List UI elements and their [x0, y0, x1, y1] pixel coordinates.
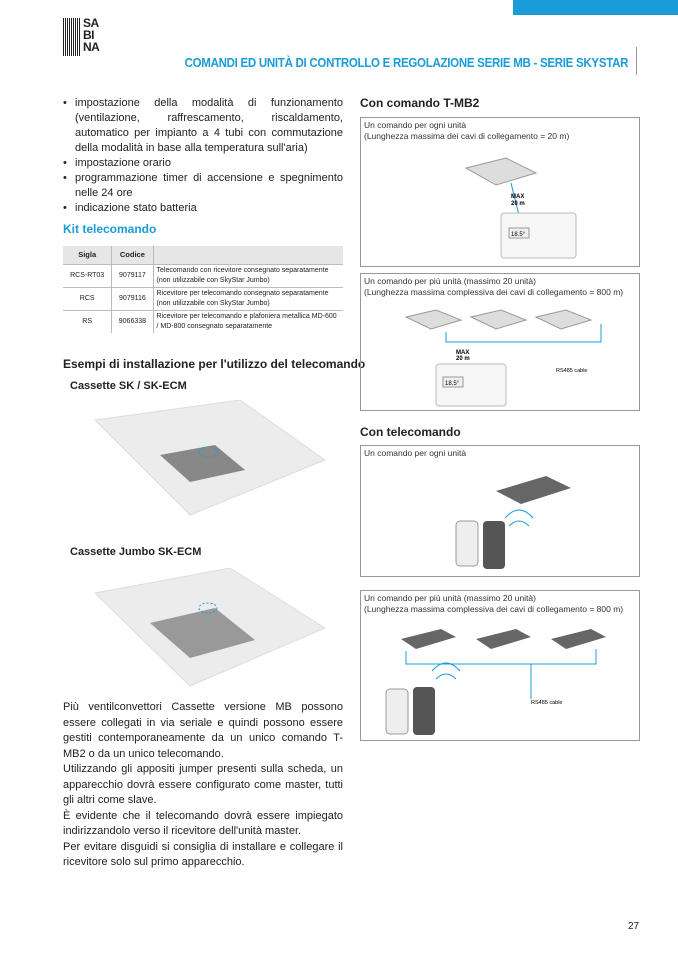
- svg-text:20 m: 20 m: [456, 356, 470, 362]
- sabiana-logo: SA BI NA: [63, 18, 123, 58]
- examples-title: Esempi di installazione per l'utilizzo del telecomando: [63, 357, 366, 371]
- svg-text:RS485 cable: RS485 cable: [531, 700, 563, 706]
- feature-list: [63, 96, 343, 216]
- tmb2-multi-box: Un comando per più unità (massimo 20 unità) (Lunghezza massima complessiva dei cavi di collegamento = 800 m) MAX 20 m RS485 cable 18.5°: [360, 273, 640, 411]
- divider: [636, 47, 637, 75]
- cassette-jumbo-label: Cassette Jumbo SK-ECM: [70, 546, 202, 558]
- kit-title: Kit telecomando: [63, 222, 157, 236]
- table-row: RS 9066338 Ricevitore per telecomando e plafoniera metallica MD-600 / MD-800 consegnato separatamente: [63, 310, 343, 333]
- page-number: 27: [628, 921, 640, 932]
- svg-text:MAX: MAX: [456, 350, 470, 356]
- cassette-sk-illustration: [90, 400, 330, 520]
- tele-single-box: Un comando per ogni unità: [360, 445, 640, 577]
- svg-text:RS485 cable: RS485 cable: [556, 368, 588, 374]
- telecomando-title: Con telecomando: [360, 425, 461, 439]
- svg-text:18.5°: 18.5°: [445, 381, 460, 387]
- kit-table: [63, 246, 343, 333]
- list-item: • indicazione stato batteria: [63, 201, 343, 216]
- table-row: RCS 9079116 Ricevitore per telecomando consegnato separatamente (non utilizzabile con SkyStar Jumbo): [63, 287, 343, 310]
- list-item: • impostazione orario: [63, 156, 343, 171]
- svg-text:MAX: MAX: [511, 194, 525, 200]
- list-item: • programmazione timer di accensione e spegnimento nelle 24 ore: [63, 171, 343, 201]
- list-item: • impostazione della modalità di funzionamento (ventilazione, raffrescamento, riscaldamento, automatico per impianto a 4 tubi con commutazione della modalità in base alla temperatura sull'aria): [63, 96, 343, 156]
- svg-text:20 m: 20 m: [511, 201, 525, 207]
- col-desc: [153, 246, 343, 264]
- cassette-sk-label: Cassette SK / SK-ECM: [70, 380, 187, 392]
- tele-multi-box: Un comando per più unità (massimo 20 unità) (Lunghezza massima complessiva dei cavi di collegamento = 800 m) RS485 cable: [360, 590, 640, 741]
- col-sigla: Sigla: [63, 246, 112, 264]
- svg-text:18.5°: 18.5°: [511, 232, 526, 238]
- cassette-jumbo-illustration: [90, 568, 330, 688]
- table-row: RCS-RT03 9079117 Telecomando con ricevitore consegnato separatamente (non utilizzabile con SkyStar Jumbo): [63, 264, 343, 287]
- tmb2-single-box: Un comando per ogni unità (Lunghezza massima dei cavi di collegamento = 20 m) MAX 20 m 18.5°: [360, 117, 640, 267]
- col-codice: Codice: [112, 246, 153, 264]
- tmb2-title: Con comando T-MB2: [360, 96, 480, 110]
- page-title: COMANDI ED UNITÀ DI CONTROLLO E REGOLAZIONE SERIE MB - SERIE SKYSTAR: [184, 56, 628, 70]
- header-accent-bar: [513, 0, 678, 15]
- body-text: Più ventilconvettori Cassette versione MB possono essere collegati in via seriale e quindi possono essere gestiti contemporaneamente da un unico comando T-MB2 o da un unico telecomando. Utilizzando gli appositi jumper presenti sulla scheda, un apparecchio dovrà essere configurato come master, tutti gli altri come slave. È evidente che il telecomando dovrà essere impiegato indirizzandolo verso il ricevitore dell'unità master. Per evitare disguidi si consiglia di installare e collegare il ricevitore solo sul primo apparecchio.: [63, 701, 343, 868]
